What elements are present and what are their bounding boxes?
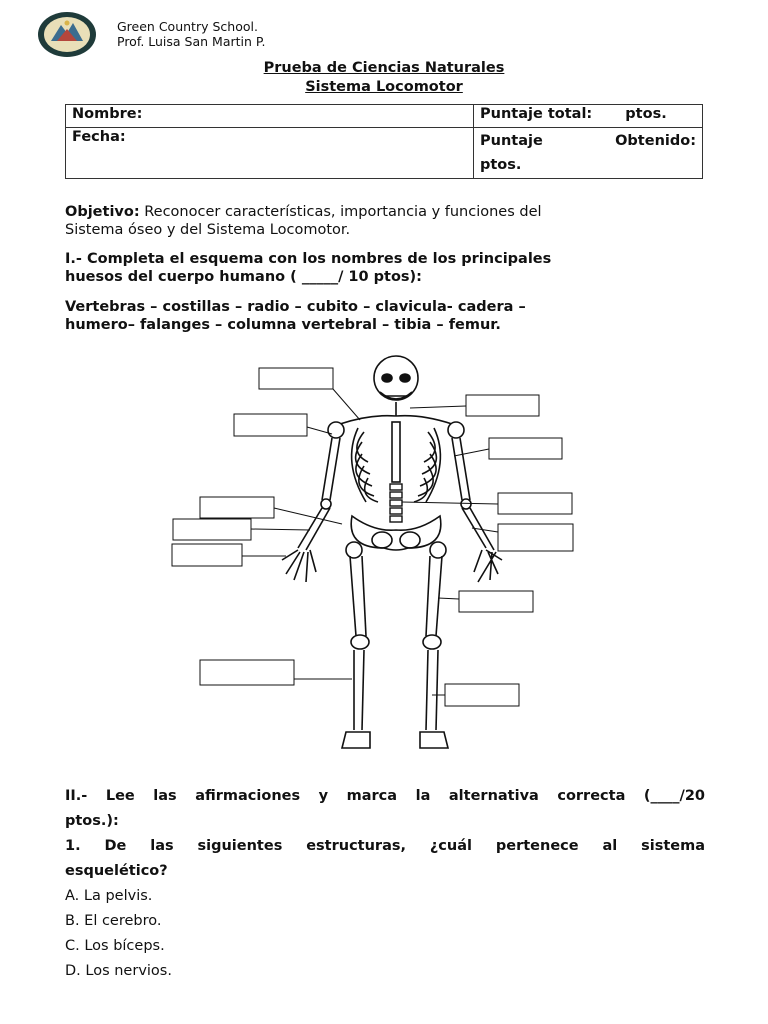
word-bank-line2: humero– falanges – columna vertebral – tibia – femur. bbox=[65, 317, 501, 333]
teacher-name: Prof. Luisa San Martin P. bbox=[117, 34, 266, 49]
option-a[interactable]: A. La pelvis. bbox=[65, 888, 153, 904]
info-table bbox=[65, 104, 703, 179]
section1-line1: I.- Completa el esquema con los nombres de los principales bbox=[65, 251, 552, 267]
puntaje-total-label: Puntaje total: bbox=[480, 106, 593, 122]
objective-text-1: Reconocer características, importancia y funciones del bbox=[139, 204, 542, 220]
option-list bbox=[65, 884, 705, 984]
section1-instructions bbox=[65, 250, 705, 286]
section2-line1: II.- Lee las afirmaciones y marca la alternativa correcta (____/20 bbox=[65, 788, 705, 804]
puntaje-obtenido-cell bbox=[474, 128, 703, 179]
objective-text-2: Sistema óseo y del Sistema Locomotor. bbox=[65, 222, 351, 238]
nombre-label: Nombre: bbox=[72, 106, 143, 122]
word-bank-line1: Vertebras – costillas – radio – cubito – clavicula- cadera – bbox=[65, 299, 526, 315]
puntaje-total-cell bbox=[474, 105, 703, 128]
question1-line1: 1. De las siguientes estructuras, ¿cuál pertenece al sistema bbox=[65, 838, 705, 854]
ptos-label-1: ptos. bbox=[625, 106, 667, 122]
section2-line2: ptos.): bbox=[65, 813, 119, 829]
objective-label: Objetivo: bbox=[65, 204, 140, 220]
word-bank bbox=[65, 298, 705, 334]
nombre-cell[interactable] bbox=[66, 105, 474, 128]
option-d[interactable]: D. Los nervios. bbox=[65, 963, 172, 979]
test-subtitle: Sistema Locomotor bbox=[305, 79, 463, 95]
objective bbox=[65, 203, 705, 239]
fecha-label: Fecha: bbox=[72, 129, 126, 145]
skeleton-diagram bbox=[170, 352, 580, 752]
school-header bbox=[117, 19, 265, 49]
obtenido-label: Obtenido: bbox=[615, 133, 696, 149]
puntaje-label: Puntaje bbox=[480, 133, 543, 149]
fecha-cell[interactable] bbox=[66, 128, 474, 179]
school-name: Green Country School. bbox=[117, 19, 258, 34]
ptos-label-2: ptos. bbox=[480, 157, 522, 173]
option-b[interactable]: B. El cerebro. bbox=[65, 913, 162, 929]
question1-line2: esquelético? bbox=[65, 863, 168, 879]
school-logo bbox=[37, 11, 97, 58]
test-title: Prueba de Ciencias Naturales bbox=[263, 60, 505, 76]
option-c[interactable]: C. Los bíceps. bbox=[65, 938, 165, 954]
section1-line2: huesos del cuerpo humano ( _____/ 10 ptos): bbox=[65, 269, 422, 285]
